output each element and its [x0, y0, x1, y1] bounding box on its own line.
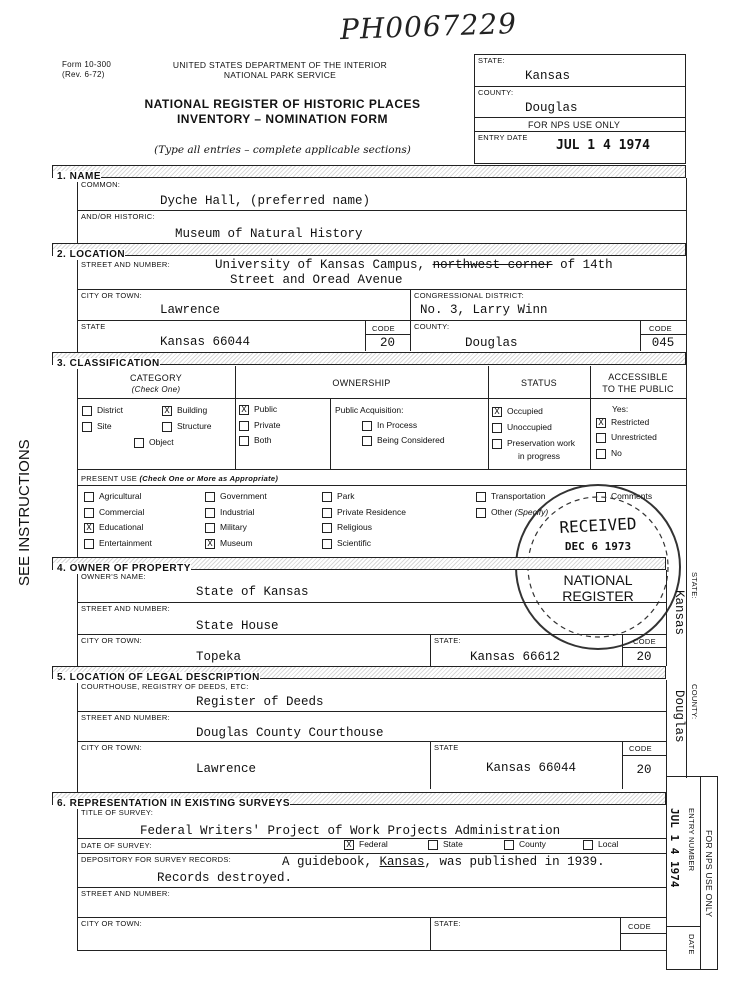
category-structure[interactable]: Structure — [162, 421, 212, 432]
side-county-label: COUNTY: — [690, 684, 699, 720]
owner-street-label: STREET AND NUMBER: — [81, 604, 171, 613]
depository-label: DEPOSITORY FOR SURVEY RECORDS: — [81, 855, 232, 864]
use-private-residence[interactable]: Private Residence — [322, 507, 406, 518]
access-yes-label: Yes: — [612, 404, 629, 414]
stamp-received: RECEIVED — [559, 513, 637, 538]
checked-box-icon: X — [162, 406, 172, 416]
legal-city-label: CITY OR TOWN: — [81, 743, 142, 752]
side-county: Douglas — [672, 690, 686, 743]
survey-state-label: STATE: — [434, 919, 461, 928]
county-label: COUNTY: — [414, 322, 450, 331]
form-instructions: (Type all entries – complete applicable sections) — [154, 144, 411, 156]
checkbox-icon — [476, 492, 486, 502]
use-government[interactable]: Government — [205, 491, 267, 502]
owner-name-label: OWNER'S NAME: — [81, 572, 146, 581]
checkbox-icon — [84, 539, 94, 549]
use-religious[interactable]: Religious — [322, 522, 372, 533]
side-handwritten-date: JUL 1 4 1974 — [668, 808, 681, 888]
checkbox-icon — [205, 508, 215, 518]
checkbox-icon — [322, 539, 332, 549]
checkbox-icon — [162, 422, 172, 432]
county-code-label: CODE — [649, 324, 672, 333]
state-code: 20 — [379, 336, 395, 350]
category-header: CATEGORY — [129, 373, 183, 383]
city-label: CITY OR TOWN: — [81, 291, 142, 300]
courthouse: Register of Deeds — [196, 695, 324, 709]
checkbox-icon — [596, 433, 606, 443]
checkbox-icon — [205, 523, 215, 533]
side-instructions: SEE INSTRUCTIONS — [16, 439, 33, 587]
depository: A guidebook, Kansas, was published in 1939. — [282, 855, 605, 869]
public-acquisition-label: Public Acquisition: — [335, 405, 404, 415]
entry-date-stamp: JUL 1 4 1974 — [556, 138, 650, 153]
check-one: (Check One) — [131, 385, 181, 394]
section-6-bar: 6. REPRESENTATION IN EXISTING SURVEYS — [52, 792, 666, 805]
section-3-bar: 3. CLASSIFICATION — [52, 352, 686, 365]
district-label: CONGRESSIONAL DISTRICT: — [414, 291, 524, 300]
checkbox-icon — [239, 421, 249, 431]
stamp-national: NATIONAL — [563, 572, 633, 588]
use-industrial[interactable]: Industrial — [205, 507, 255, 518]
ownership-header: OWNERSHIP — [332, 378, 391, 388]
checkbox-icon — [596, 449, 606, 459]
category-object[interactable]: Object — [134, 437, 174, 448]
historic-name: Museum of Natural History — [175, 227, 363, 241]
nps-use-only: FOR NPS USE ONLY — [528, 120, 621, 130]
form-number: Form 10-300 — [62, 60, 112, 69]
checkbox-icon — [492, 423, 502, 433]
use-commercial[interactable]: Commercial — [84, 507, 144, 518]
use-agricultural[interactable]: Agricultural — [84, 491, 142, 502]
legal-street: Douglas County Courthouse — [196, 726, 384, 740]
legal-city: Lawrence — [196, 762, 257, 776]
checkbox-icon — [322, 508, 332, 518]
handwritten-id: PH0067229 — [339, 6, 518, 47]
section-4-bar: 4. OWNER OF PROPERTY — [52, 557, 666, 570]
checked-box-icon: X — [492, 407, 502, 417]
stamp-date: DEC 6 1973 — [564, 540, 632, 553]
checkbox-icon — [322, 492, 332, 502]
use-comments[interactable]: Comments — [596, 491, 652, 502]
checkbox-icon — [134, 438, 144, 448]
survey-code-label: CODE — [628, 922, 651, 931]
owner-name: State of Kansas — [196, 585, 309, 599]
owner-state-label: STATE: — [434, 636, 461, 645]
department: UNITED STATES DEPARTMENT OF THE INTERIOR — [172, 60, 388, 70]
courthouse-label: COURTHOUSE, REGISTRY OF DEEDS, ETC: — [81, 682, 249, 691]
checkbox-icon — [84, 508, 94, 518]
access-restricted[interactable]: X Restricted — [596, 417, 649, 428]
use-museum[interactable]: X Museum — [205, 538, 253, 549]
survey-local[interactable]: Local — [583, 839, 618, 850]
survey-county[interactable]: County — [504, 839, 546, 850]
section-2-bar: 2. LOCATION — [52, 243, 686, 256]
checkbox-icon — [322, 523, 332, 533]
category-site[interactable]: Site — [82, 421, 112, 432]
checked-box-icon: X — [84, 523, 94, 533]
survey-title: Federal Writers' Project of Work Projects Administration — [140, 824, 561, 838]
legal-street-label: STREET AND NUMBER: — [81, 713, 171, 722]
present-use-label: PRESENT USE (Check One or More as Appropriate) — [81, 474, 279, 483]
survey-title-label: TITLE OF SURVEY: — [81, 808, 154, 817]
nps-county: Douglas — [525, 101, 578, 115]
status-preservation[interactable]: Preservation work — [492, 438, 575, 449]
side-nps-only: FOR NPS USE ONLY — [704, 830, 714, 918]
checkbox-icon — [476, 508, 486, 518]
checkbox-icon — [84, 492, 94, 502]
side-state-label: STATE: — [690, 572, 699, 599]
location-state: Kansas 66044 — [160, 335, 251, 349]
depository-2: Records destroyed. — [157, 871, 293, 885]
form-revision: (Rev. 6-72) — [62, 70, 105, 79]
congressional-district: No. 3, Larry Winn — [420, 303, 548, 317]
checkbox-icon — [205, 492, 215, 502]
ownership-public[interactable]: X Public — [239, 404, 277, 415]
side-date: DATE — [687, 934, 696, 955]
survey-federal[interactable]: X Federal — [344, 839, 388, 850]
ownership-private[interactable]: Private — [239, 420, 280, 431]
status-occupied[interactable]: X Occupied — [492, 406, 543, 417]
checked-box-icon: X — [344, 840, 354, 850]
nps-state-label: STATE: — [478, 56, 505, 65]
checkbox-icon — [504, 840, 514, 850]
nps-county-label: COUNTY: — [478, 88, 514, 97]
category-district[interactable]: District — [82, 405, 123, 416]
use-entertainment[interactable]: Entertainment — [84, 538, 152, 549]
location-city: Lawrence — [160, 303, 221, 317]
state-label: STATE — [81, 322, 106, 331]
form-title: NATIONAL REGISTER OF HISTORIC PLACES — [144, 97, 421, 111]
survey-date-label: DATE OF SURVEY: — [81, 841, 152, 850]
section-1-bar: 1. NAME — [52, 165, 686, 178]
accessible-header: ACCESSIBLE — [608, 372, 668, 382]
survey-state[interactable]: State — [428, 839, 463, 850]
legal-code-label: CODE — [629, 744, 652, 753]
use-scientific[interactable]: Scientific — [322, 538, 371, 549]
status-preservation-2: in progress — [518, 451, 561, 461]
category-building[interactable]: X Building — [162, 405, 207, 416]
access-no[interactable]: No — [596, 448, 622, 459]
service: NATIONAL PARK SERVICE — [223, 70, 337, 80]
owner-state: Kansas 66612 — [470, 650, 561, 664]
section-5-bar: 5. LOCATION OF LEGAL DESCRIPTION — [52, 666, 666, 679]
struck-text: northwest corner — [432, 258, 553, 272]
owner-code-label: CODE — [633, 637, 656, 646]
ownership-both[interactable]: Both — [239, 435, 272, 446]
state-code-label: CODE — [372, 324, 395, 333]
acquisition-being-considered[interactable]: Being Considered — [362, 435, 445, 446]
checkbox-icon — [492, 439, 502, 449]
checkbox-icon — [82, 422, 92, 432]
checked-box-icon: X — [205, 539, 215, 549]
location-street: University of Kansas Campus, northwest corner of 14th — [215, 258, 613, 272]
acquisition-in-process[interactable]: In Process — [362, 420, 417, 431]
checkbox-icon — [239, 436, 249, 446]
access-unrestricted[interactable]: Unrestricted — [596, 432, 657, 443]
status-unoccupied[interactable]: Unoccupied — [492, 422, 552, 433]
owner-code: 20 — [636, 650, 652, 664]
side-entry-number: ENTRY NUMBER — [687, 808, 696, 872]
owner-street: State House — [196, 619, 279, 633]
legal-code: 20 — [636, 763, 652, 777]
common-label: COMMON: — [81, 180, 121, 189]
location-county: Douglas — [465, 336, 518, 350]
form-subtitle: INVENTORY – NOMINATION FORM — [176, 112, 389, 126]
legal-state-label: STATE — [434, 743, 459, 752]
county-code: 045 — [651, 336, 675, 350]
use-military[interactable]: Military — [205, 522, 247, 533]
checkbox-icon — [82, 406, 92, 416]
owner-city-label: CITY OR TOWN: — [81, 636, 142, 645]
historic-label: AND/OR HISTORIC: — [81, 212, 155, 221]
use-park[interactable]: Park — [322, 491, 354, 502]
use-educational[interactable]: X Educational — [84, 522, 143, 533]
street-label: STREET AND NUMBER: — [81, 260, 171, 269]
location-street-2: Street and Oread Avenue — [230, 273, 403, 287]
survey-city-label: CITY OR TOWN: — [81, 919, 142, 928]
checkbox-icon — [362, 421, 372, 431]
side-state: Kansas — [672, 590, 686, 636]
checkbox-icon — [428, 840, 438, 850]
checked-box-icon: X — [239, 405, 249, 415]
common-name: Dyche Hall, (preferred name) — [160, 194, 371, 208]
accessible-header-2: TO THE PUBLIC — [602, 384, 674, 394]
stamp-register: REGISTER — [562, 588, 634, 604]
status-header: STATUS — [521, 378, 557, 388]
checkbox-icon — [362, 436, 372, 446]
use-transportation[interactable]: Transportation — [476, 491, 546, 502]
checkbox-icon — [583, 840, 593, 850]
legal-state: Kansas 66044 — [486, 761, 577, 775]
nps-state: Kansas — [525, 69, 571, 83]
owner-city: Topeka — [196, 650, 242, 664]
entry-date-label: ENTRY DATE — [478, 133, 528, 142]
use-other[interactable]: Other (Specify) — [476, 507, 548, 518]
survey-street-label: STREET AND NUMBER: — [81, 889, 171, 898]
checked-box-icon: X — [596, 418, 606, 428]
